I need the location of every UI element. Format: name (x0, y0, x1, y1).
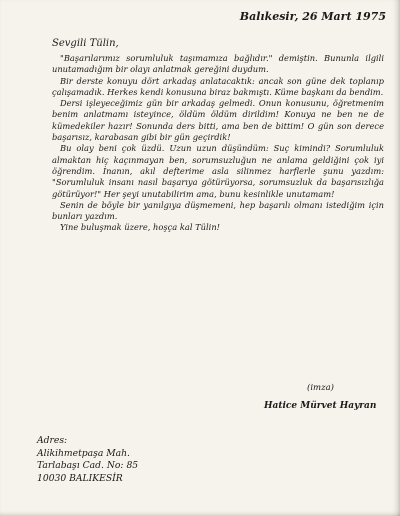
paragraph: Senin de böyle bir yanılgıya düşmemeni, hep başarılı olmanı istediğim için bunları yazdım. (52, 199, 384, 222)
paragraph: Yine buluşmak üzere, hoşça kal Tülin! (60, 222, 220, 233)
salutation: Sevgili Tülin, (52, 38, 119, 49)
letter-body (52, 53, 384, 234)
address-line: Tarlabaşı Cad. No: 85 (37, 460, 139, 471)
paragraph: "Başarılarımız sorumluluk taşımamıza bağlıdır." demiştin. Bununla ilgili unutamadığım bir olayı anlatmak gereğini duydum. (52, 53, 384, 75)
paragraph: Bu olay beni çok üzdü. Uzun uzun düşündüm: Suç kimindi? Sorumluluk almaktan hiç kaçınmayan ben, sorumsuzluğun ne anlama geldiğini çok iyi öğrendim. İnanın, akıl defterime asla silinmez harflerle şunu yazdım: "Sorumluluk insanı nasıl başarıya götürüyorsa, sorumsuzluk da başarısızlığa götürüyor!" Her şeyi unutabilirim ama, bunu kesinlikle unutamam! (52, 143, 384, 199)
paragraph: Bir derste konuyu dört arkadaş anlatacaktık: ancak son güne dek toplanıp çalışamadık. Herkes kendi konusuna biraz bakmıştı. Küme başkanı da bendim. (52, 75, 384, 97)
paragraph: Dersi işleyeceğimiz gün bir arkadaş gelmedi. Onun konusunu, öğretmenim benim anlatmamı isteyince, öldüm öldüm dirildim! Konuya ne ben ne de kümedekiler hazır! Sonunda ders bitti, ama ben de bittim! O gün son derece başarısız, karabasan gibi bir gün geçirdik! (52, 98, 384, 143)
address-label: Adres: (37, 435, 68, 446)
letter-date: Balıkesir, 26 Mart 1975 (239, 10, 386, 23)
address-line: 10030 BALIKESİR (37, 472, 123, 484)
address-line: Alikihmetpaşa Mah. (37, 447, 130, 459)
signature-label: (imza) (307, 383, 334, 393)
address-block (37, 435, 138, 485)
signature-name: Hatice Mürvet Hayran (264, 401, 377, 411)
